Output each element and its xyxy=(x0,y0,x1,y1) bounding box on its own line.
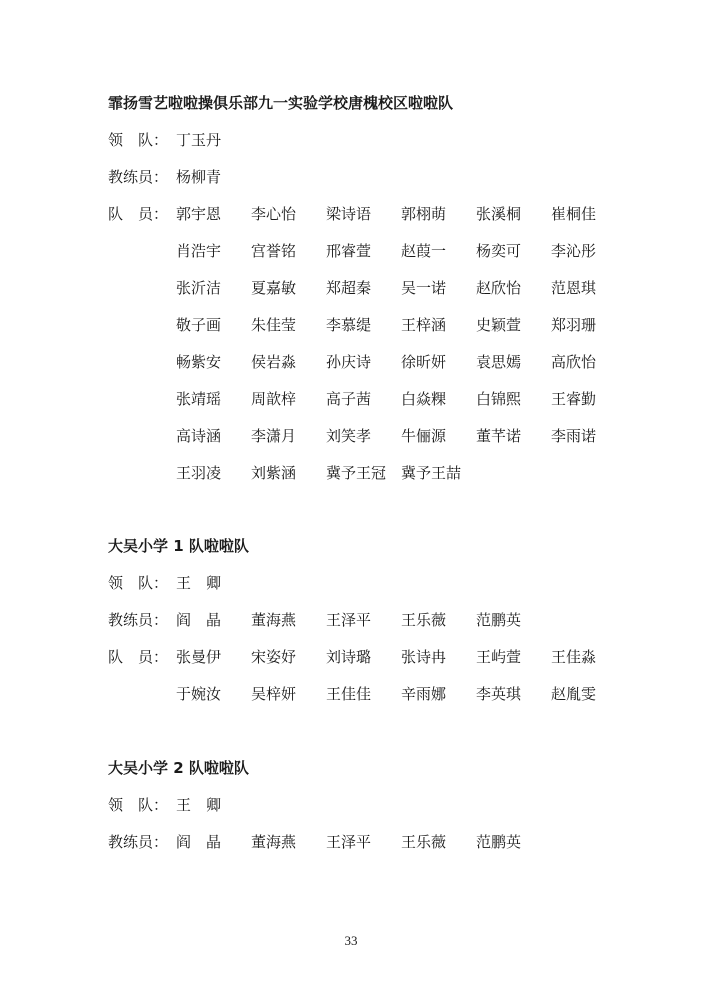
page-number: 33 xyxy=(344,933,358,948)
member-name: 袁思嫣 xyxy=(476,353,522,371)
team-section-1 xyxy=(108,93,628,483)
member-name: 刘诗璐 xyxy=(326,648,372,666)
member-name: 高子茜 xyxy=(326,390,372,408)
member-name: 邢睿萱 xyxy=(326,242,372,260)
member-name: 吴梓妍 xyxy=(251,685,297,703)
member-name: 王羽凌 xyxy=(176,464,222,482)
member-name: 王佳佳 xyxy=(326,685,372,703)
member-name: 李沁彤 xyxy=(551,242,597,260)
coach-name: 杨柳青 xyxy=(176,168,222,186)
member-name: 王屿萱 xyxy=(476,648,522,666)
member-name: 郑超秦 xyxy=(326,279,372,297)
leader-label: 领 队： xyxy=(108,574,169,592)
leader-name: 王 卿 xyxy=(176,574,222,592)
leader-row xyxy=(108,795,628,815)
member-name: 王佳淼 xyxy=(551,648,597,666)
member-name: 崔桐佳 xyxy=(551,205,597,223)
member-name: 王睿勤 xyxy=(551,390,597,408)
member-name: 夏嘉敏 xyxy=(251,279,297,297)
member-name: 张曼伊 xyxy=(176,648,222,666)
coach-label: 教练员： xyxy=(108,833,169,851)
member-list xyxy=(176,204,626,483)
member-name: 宋姿妤 xyxy=(251,648,297,666)
members-label: 队 员： xyxy=(108,648,169,666)
coach-row xyxy=(108,832,628,852)
member-name: 赵胤雯 xyxy=(551,685,597,703)
coach-name: 范鹏英 xyxy=(476,833,522,851)
member-name: 辛雨娜 xyxy=(401,685,447,703)
team-title: 大吴小学 2 队啦啦队 xyxy=(108,759,249,777)
member-name: 畅紫安 xyxy=(176,353,222,371)
member-name: 郭宇恩 xyxy=(176,205,222,223)
coach-list xyxy=(176,167,626,187)
coach-name: 阎 晶 xyxy=(176,611,222,629)
member-name: 李雨诺 xyxy=(551,427,597,445)
member-name: 郭栩萌 xyxy=(401,205,447,223)
coach-name: 王乐薇 xyxy=(401,611,447,629)
coach-name: 阎 晶 xyxy=(176,833,222,851)
member-name: 刘紫涵 xyxy=(251,464,297,482)
members-label: 队 员： xyxy=(108,205,169,223)
coach-row xyxy=(108,167,628,187)
member-name: 吴一诺 xyxy=(401,279,447,297)
member-name: 高欣怡 xyxy=(551,353,597,371)
member-name: 牛俪源 xyxy=(401,427,447,445)
member-name: 王梓涵 xyxy=(401,316,447,334)
member-name: 张沂洁 xyxy=(176,279,222,297)
member-name: 白焱粿 xyxy=(401,390,447,408)
member-name: 侯岩淼 xyxy=(251,353,297,371)
leader-row xyxy=(108,573,628,593)
coach-row xyxy=(108,610,628,630)
member-name: 杨奕可 xyxy=(476,242,522,260)
member-name: 范恩琪 xyxy=(551,279,597,297)
coach-list xyxy=(176,832,626,852)
member-name: 李英琪 xyxy=(476,685,522,703)
member-name: 张溪桐 xyxy=(476,205,522,223)
member-list xyxy=(176,647,626,704)
members-row xyxy=(108,204,628,483)
member-name: 赵欣怡 xyxy=(476,279,522,297)
member-name: 朱佳莹 xyxy=(251,316,297,334)
member-name: 宫誉铭 xyxy=(251,242,297,260)
member-name: 梁诗语 xyxy=(326,205,372,223)
coach-label: 教练员： xyxy=(108,168,169,186)
member-name: 李潇月 xyxy=(251,427,297,445)
member-name: 高诗涵 xyxy=(176,427,222,445)
team-title: 大吴小学 1 队啦啦队 xyxy=(108,537,249,555)
leader-name: 丁玉丹 xyxy=(176,131,222,149)
member-name: 孙庆诗 xyxy=(326,353,372,371)
team-title: 霏扬雪艺啦啦操俱乐部九一实验学校唐槐校区啦啦队 xyxy=(108,94,454,112)
leader-row xyxy=(108,130,628,150)
member-name: 郑羽珊 xyxy=(551,316,597,334)
member-name: 敬子画 xyxy=(176,316,222,334)
coach-name: 王乐薇 xyxy=(401,833,447,851)
member-name: 徐昕妍 xyxy=(401,353,447,371)
member-name: 冀予王喆 xyxy=(401,464,462,482)
leader-name: 王 卿 xyxy=(176,796,222,814)
coach-name: 王泽平 xyxy=(326,833,372,851)
member-name: 李慕缇 xyxy=(326,316,372,334)
coach-name: 范鹏英 xyxy=(476,611,522,629)
member-name: 白锦熙 xyxy=(476,390,522,408)
member-name: 董芊诺 xyxy=(476,427,522,445)
coach-label: 教练员： xyxy=(108,611,169,629)
members-row xyxy=(108,647,628,704)
member-name: 史颖萱 xyxy=(476,316,522,334)
member-name: 冀予王冠 xyxy=(326,464,387,482)
member-name: 于婉汝 xyxy=(176,685,222,703)
leader-label: 领 队： xyxy=(108,131,169,149)
member-name: 刘笑孝 xyxy=(326,427,372,445)
coach-name: 王泽平 xyxy=(326,611,372,629)
coach-name: 董海燕 xyxy=(251,833,297,851)
member-name: 张靖瑶 xyxy=(176,390,222,408)
leader-label: 领 队： xyxy=(108,796,169,814)
member-name: 周歆梓 xyxy=(251,390,297,408)
member-name: 张诗冉 xyxy=(401,648,447,666)
team-section-2 xyxy=(108,536,628,704)
member-name: 李心怡 xyxy=(251,205,297,223)
coach-list xyxy=(176,610,626,630)
member-name: 赵葭一 xyxy=(401,242,447,260)
coach-name: 董海燕 xyxy=(251,611,297,629)
member-name: 肖浩宇 xyxy=(176,242,222,260)
team-section-3 xyxy=(108,758,628,852)
